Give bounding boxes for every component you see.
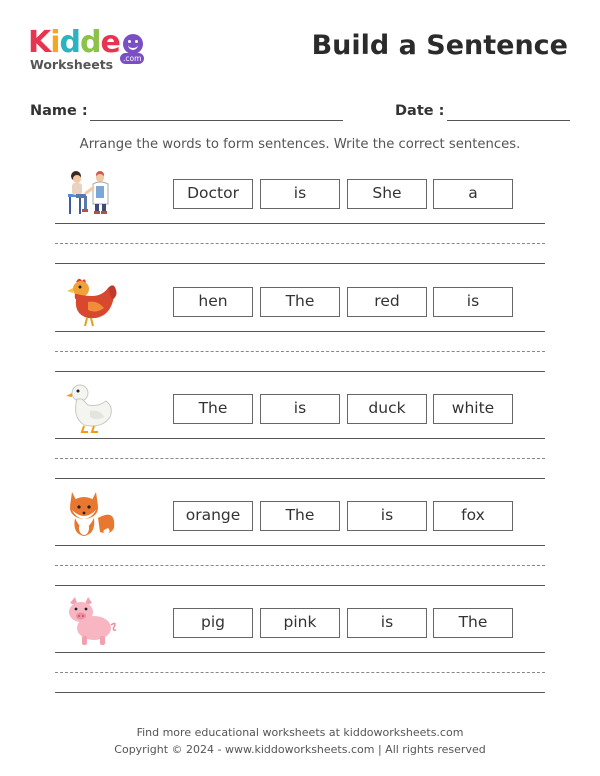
writing-line-mid bbox=[55, 351, 545, 352]
sentence-row bbox=[0, 381, 600, 481]
sentence-row bbox=[0, 595, 600, 695]
date-label: Date : bbox=[395, 103, 445, 119]
writing-line-top bbox=[55, 545, 545, 546]
doctor-patient-icon bbox=[62, 166, 120, 222]
word-card[interactable]: a bbox=[433, 179, 513, 209]
word-card[interactable]: The bbox=[173, 394, 253, 424]
date-field[interactable] bbox=[447, 120, 570, 121]
page-title: Build a Sentence bbox=[311, 30, 568, 61]
hen-icon bbox=[62, 274, 120, 330]
word-card[interactable]: red bbox=[347, 287, 427, 317]
sentence-row bbox=[0, 488, 600, 588]
fox-icon bbox=[62, 488, 120, 544]
name-label: Name : bbox=[30, 103, 88, 119]
word-card[interactable]: is bbox=[347, 608, 427, 638]
word-card[interactable]: The bbox=[260, 501, 340, 531]
word-card[interactable]: Doctor bbox=[173, 179, 253, 209]
writing-line-bottom[interactable] bbox=[55, 371, 545, 372]
sentence-row bbox=[0, 166, 600, 266]
logo-subtitle: Worksheets bbox=[30, 57, 114, 72]
word-card[interactable]: She bbox=[347, 179, 427, 209]
writing-line-mid bbox=[55, 565, 545, 566]
writing-line-mid bbox=[55, 672, 545, 673]
word-card[interactable]: is bbox=[433, 287, 513, 317]
word-card[interactable]: The bbox=[433, 608, 513, 638]
word-card[interactable]: duck bbox=[347, 394, 427, 424]
writing-line-top bbox=[55, 223, 545, 224]
smiley-face-icon bbox=[123, 34, 143, 54]
writing-line-mid bbox=[55, 458, 545, 459]
writing-line-bottom[interactable] bbox=[55, 692, 545, 693]
duck-icon bbox=[62, 381, 120, 437]
word-card[interactable]: white bbox=[433, 394, 513, 424]
word-card[interactable]: is bbox=[260, 179, 340, 209]
word-card[interactable]: The bbox=[260, 287, 340, 317]
name-field[interactable] bbox=[90, 120, 343, 121]
word-card[interactable]: is bbox=[260, 394, 340, 424]
writing-line-bottom[interactable] bbox=[55, 478, 545, 479]
word-card[interactable]: is bbox=[347, 501, 427, 531]
footer-promo: Find more educational worksheets at kiddoworksheets.com bbox=[136, 726, 464, 739]
logo-wordmark: Kidde bbox=[28, 25, 120, 60]
footer-copyright: Copyright © 2024 - www.kiddoworksheets.com | All rights reserved bbox=[114, 743, 486, 756]
writing-line-bottom[interactable] bbox=[55, 585, 545, 586]
word-card[interactable]: pink bbox=[260, 608, 340, 638]
sentence-row bbox=[0, 274, 600, 374]
pig-icon bbox=[62, 595, 120, 651]
writing-line-top bbox=[55, 331, 545, 332]
writing-line-top bbox=[55, 652, 545, 653]
word-card[interactable]: hen bbox=[173, 287, 253, 317]
word-card[interactable]: fox bbox=[433, 501, 513, 531]
writing-line-mid bbox=[55, 243, 545, 244]
word-card[interactable]: orange bbox=[173, 501, 253, 531]
writing-line-bottom[interactable] bbox=[55, 263, 545, 264]
word-card[interactable]: pig bbox=[173, 608, 253, 638]
instructions: Arrange the words to form sentences. Write the correct sentences. bbox=[79, 137, 521, 152]
writing-line-top bbox=[55, 438, 545, 439]
kiddo-logo bbox=[28, 26, 158, 76]
logo-badge: .com bbox=[120, 53, 144, 64]
